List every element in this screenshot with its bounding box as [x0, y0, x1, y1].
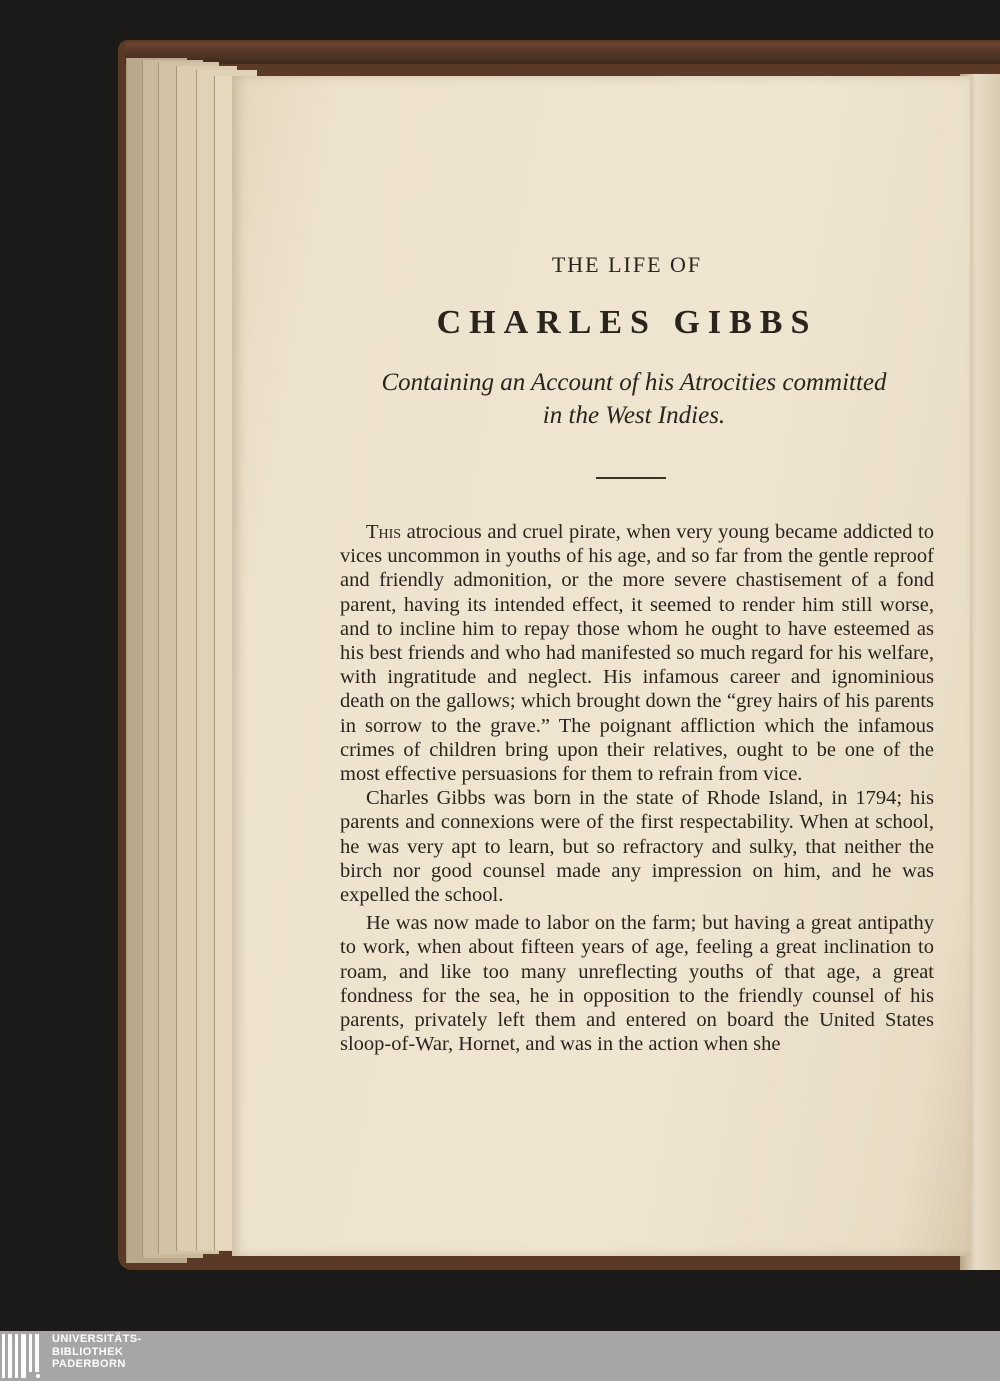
book-cover-top — [125, 42, 1000, 64]
title-divider-rule — [596, 477, 666, 479]
footer-bar — [0, 1331, 1000, 1381]
paragraph-2: Charles Gibbs was born in the state of Rhode Island, in 1794; his parents and connexions were of the first respectability. When at school, he was very apt to learn, but so refractory and sulky, that neither the birch nor good counsel made any impression on him, and he was expelled the school. — [340, 787, 934, 907]
title-charles-gibbs: CHARLES GIBBS — [436, 304, 818, 341]
paragraph-1 — [340, 520, 934, 786]
library-name-line: BIBLIOTHEK — [52, 1345, 124, 1358]
paragraph-3: He was now made to labor on the farm; but having a great antipathy to work, when about fifteen years of age, feeling a great inclination to roam, and like too many unreflecting youths of that age, a great fondness for the sea, he in opposition to the friendly counsel of his parents, privately left them and entered on board the United States sloop-of-War, Hornet, and was in the action when she — [340, 912, 934, 1056]
title-the-life-of: THE LIFE OF — [551, 252, 703, 277]
body-text — [340, 520, 934, 1056]
paragraph-1-lead: This — [366, 521, 402, 543]
subtitle — [334, 366, 934, 432]
subtitle-line: Containing an Account of his Atrocities committed — [381, 369, 887, 396]
library-name — [52, 1333, 142, 1371]
subtitle-line: in the West Indies. — [542, 402, 726, 429]
library-logo-icon — [0, 1334, 44, 1378]
library-name-line: UNIVERSITÄTS- — [52, 1333, 142, 1345]
paragraph-1-text: atrocious and cruel pirate, when very young became addicted to vices uncommon in youths of his age, and so far from the gentle reproof and friendly admonition, or the more severe chastisement of a fond parent, having its intended effect, it seemed to render him still worse, and to incline him to repay those whom he ought to have esteemed as his best friends and who had manifested so much regard for his welfare, with ingratitude and neglect. His infamous career and ignominious death on the gallows; which brought down the “grey hairs of his parents in sorrow to the grave.” The poignant affliction which the infamous crimes of children bring upon their relatives, ought to be one of the most effective persuasions for them to refrain from vice. — [340, 521, 935, 786]
library-name-line: PADERBORN — [52, 1358, 126, 1370]
